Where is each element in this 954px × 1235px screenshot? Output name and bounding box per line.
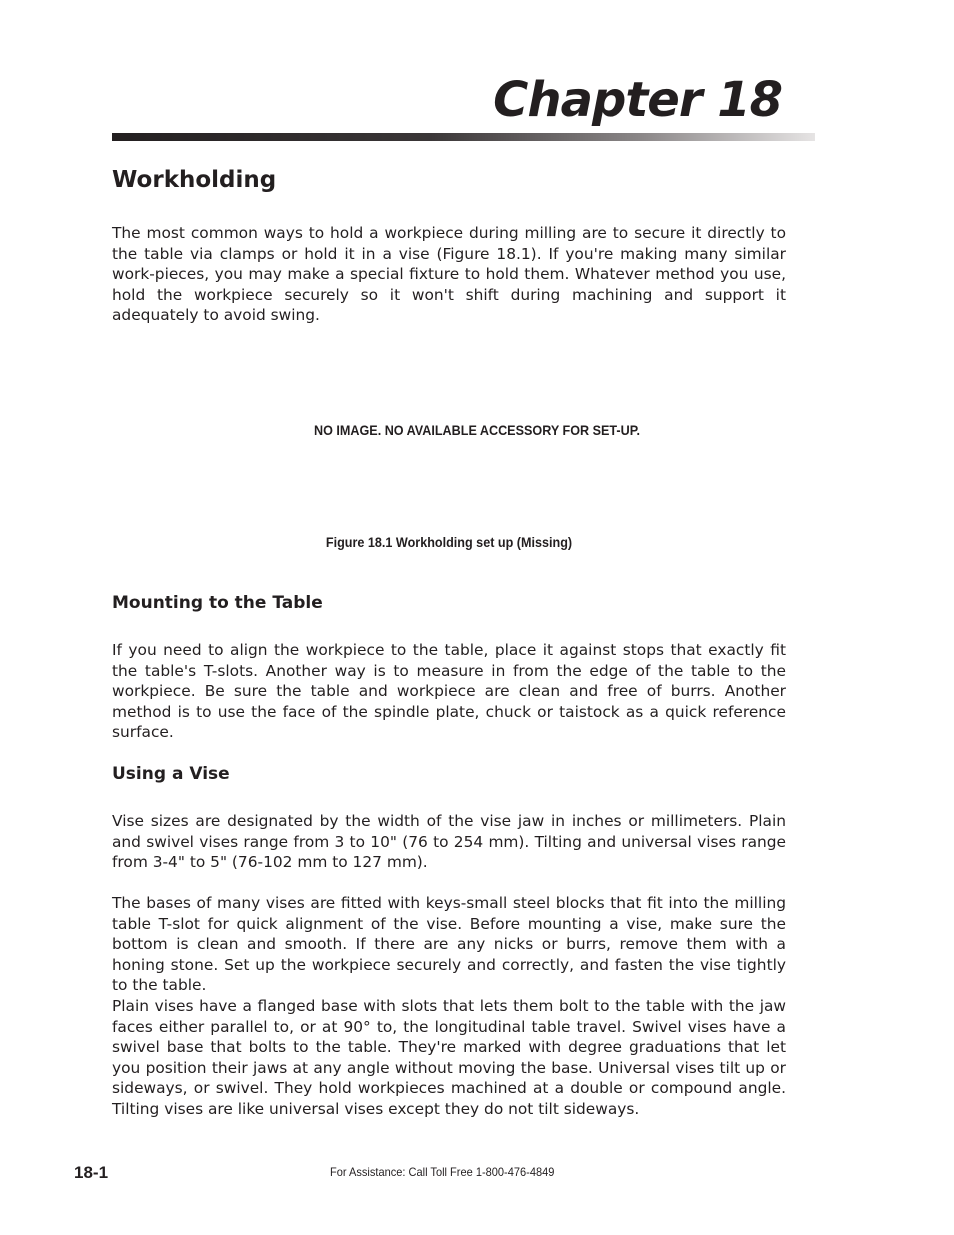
chapter-rule bbox=[112, 133, 815, 141]
footer-assistance: For Assistance: Call Toll Free 1-800-476-4849 bbox=[330, 1165, 555, 1179]
figure-caption: Figure 18.1 Workholding set up (Missing) bbox=[325, 534, 573, 550]
mounting-paragraph: If you need to align the workpiece to the table, place it against stops that exactly fit the table's T-slots. Another way is to measure in from the edge of the table to the workpiece. Be sure the table and workpiece are clean and free of burrs. Another method is to use the face of the spindle plate, chuck or taistock as a quick reference surface. bbox=[112, 641, 786, 742]
missing-image-note: NO IMAGE. NO AVAILABLE ACCESSORY FOR SET-UP. bbox=[313, 422, 640, 438]
page-number: 18-1 bbox=[74, 1163, 109, 1182]
mounting-heading: Mounting to the Table bbox=[112, 593, 323, 613]
vise-paragraph-bases: The bases of many vises are fitted with keys-small steel blocks that fit into the milling table T-slot for quick alignment of the vise. Before mounting a vise, make sure the bottom is clean and smooth. If there are any nicks or burrs, remove them with a honing stone. Set up the workpiece securely and correctly, and fasten the vise tightly to the table. bbox=[112, 894, 786, 995]
intro-paragraph: The most common ways to hold a workpiece during milling are to secure it directly to the table via clamps or hold it in a vise (Figure 18.1). If you're making many similar work-pieces, you may make a special fixture to hold them. Whatever method you use, hold the workpiece securely so it won't shift during machining and support it adequately to avoid swing. bbox=[112, 224, 786, 325]
vise-heading: Using a Vise bbox=[112, 764, 230, 784]
chapter-title: Chapter 18 bbox=[493, 72, 782, 128]
section-title: Workholding bbox=[112, 167, 277, 193]
vise-paragraph-types: Plain vises have a flanged base with slots that lets them bolt to the table with the jaw faces either parallel to, or at 90° to, the longitudinal table travel. Swivel vises have a swivel base that bolts to the table. They're marked with degree graduations that let you position their jaws at any angle without moving the base. Universal vises tilt up or sideways, or swivel. They hold workpieces machined at a double or compound angle. Tilting vises are like universal vises except they do not tilt sideways. bbox=[112, 997, 786, 1118]
vise-paragraph-sizes: Vise sizes are designated by the width of the vise jaw in inches or millimeters. Plain and swivel vises range from 3 to 10" (76 to 254 mm). Tilting and universal vises range from 3-4" to 5" (76-102 mm to 127 mm). bbox=[112, 812, 786, 872]
